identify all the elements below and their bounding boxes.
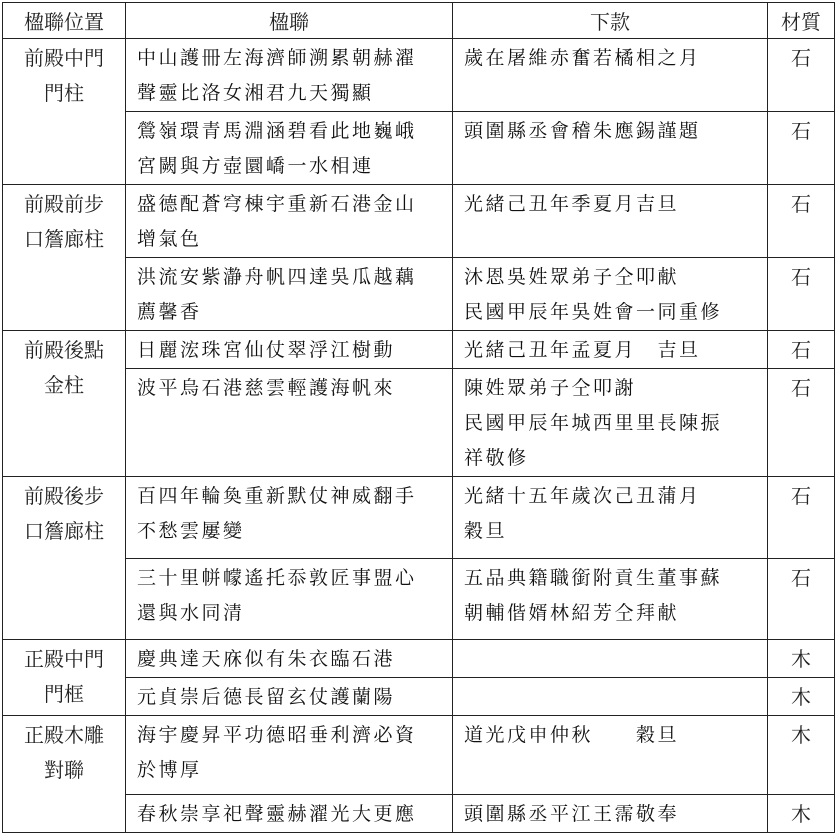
table-row [3,678,835,716]
table-row [3,369,835,477]
table-row [3,331,835,369]
material-cell: 木 [768,795,835,833]
text-line: 宮闕與方壺圜嶠一水相連 [137,155,374,177]
text-line: 波平烏石港慈雲輕護海帆來 [137,377,396,399]
inscription-cell [453,39,768,112]
inscription-cell [453,678,768,716]
couplet-cell [126,559,453,640]
inscription-cell [453,258,768,331]
table-row [3,185,835,258]
text-line: 道光戊申仲秋 穀旦 [464,724,680,746]
text-line: 前殿前步 [24,192,104,216]
text-line: 鶯嶺環青馬淵涵碧看此地巍峨 [137,120,417,142]
text-line: 門框 [44,682,84,706]
text-line: 不愁雲屢變 [137,520,245,542]
location-cell [3,185,126,331]
couplet-cell [126,258,453,331]
table-row [3,258,835,331]
inscription-cell [453,477,768,559]
text-line: 中山護冊左海濟師溯累朝赫濯 [137,47,417,69]
text-line: 口簷廊柱 [24,519,104,543]
table-row [3,112,835,185]
table-body [3,39,835,833]
text-line: 民國甲辰年吳姓會一同重修 [464,301,723,323]
text-line: 金柱 [44,373,84,397]
location-cell [3,640,126,716]
text-line: 頭圍縣丞平江王霈敬奉 [464,803,680,825]
table-row [3,559,835,640]
text-line: 增氣色 [137,228,202,250]
text-line: 前殿後步 [24,484,104,508]
text-line: 朝輔偕婿林紹芳仝拜献 [464,602,680,624]
header-material: 材質 [768,3,835,39]
text-line: 正殿木雕 [24,723,104,747]
material-cell: 石 [768,185,835,258]
material-cell: 石 [768,477,835,559]
material-cell: 石 [768,331,835,369]
text-line: 穀旦 [464,520,508,542]
inscription-cell [453,716,768,795]
inscription-cell [453,795,768,833]
text-line: 百四年輪奐重新默仗神威翻手 [137,485,417,507]
material-cell: 石 [768,559,835,640]
couplet-cell [126,331,453,369]
text-line: 頭圍縣丞會稽朱應錫謹題 [464,120,701,142]
text-line: 祥敬修 [464,447,529,469]
header-inscription: 下款 [453,3,768,39]
text-line: 元貞崇后德長留玄仗護蘭陽 [137,686,396,708]
inscription-cell [453,185,768,258]
text-line: 對聯 [44,758,84,782]
text-line: 光緒十五年歲次己丑蒲月 [464,485,701,507]
couplet-cell [126,185,453,258]
inscription-cell [453,112,768,185]
table-row [3,640,835,678]
table-row [3,39,835,112]
inscription-cell [453,331,768,369]
text-line: 陳姓眾弟子仝叩謝 [464,377,637,399]
text-line: 三十里帡幪遙托忝敦匠事盟心 [137,567,417,589]
couplet-cell [126,795,453,833]
text-line: 慶典達天庥似有朱衣臨石港 [137,648,396,670]
couplet-cell [126,716,453,795]
text-line: 民國甲辰年城西里里長陳振 [464,412,723,434]
table-row [3,477,835,559]
couplet-cell [126,678,453,716]
table-row [3,716,835,795]
material-cell: 木 [768,678,835,716]
couplet-table [2,2,835,833]
text-line: 還與水同清 [137,602,245,624]
material-cell: 木 [768,640,835,678]
material-cell: 木 [768,716,835,795]
text-line: 洪流安紫瀞舟帆四達吳瓜越藕 [137,266,417,288]
header-location: 楹聯位置 [3,3,126,39]
text-line: 光緒己丑年季夏月吉旦 [464,193,680,215]
couplet-cell [126,112,453,185]
location-cell [3,331,126,477]
text-line: 聲靈比洛女湘君九天獨顯 [137,82,374,104]
text-line: 春秋崇享祀聲靈赫濯光大更應 [137,803,417,825]
text-line: 盛德配蒼穹棟宇重新石港金山 [137,193,417,215]
couplet-cell [126,640,453,678]
table-row [3,795,835,833]
text-line: 於博厚 [137,759,202,781]
header-couplet: 楹聯 [126,3,453,39]
couplet-cell [126,477,453,559]
material-cell: 石 [768,258,835,331]
inscription-cell [453,640,768,678]
couplet-cell [126,369,453,477]
text-line: 歲在屠維赤奮若橘相之月 [464,47,701,69]
text-line: 光緒己丑年孟夏月 吉旦 [464,339,701,361]
text-line: 前殿後點 [24,338,104,362]
text-line: 門柱 [44,81,84,105]
location-cell [3,39,126,185]
text-line: 沐恩吳姓眾弟子仝叩献 [464,266,680,288]
material-cell: 石 [768,39,835,112]
table-header-row [3,3,835,39]
material-cell: 石 [768,112,835,185]
couplet-cell [126,39,453,112]
inscription-cell [453,559,768,640]
text-line: 五品典籍職銜附貢生董事蘇 [464,567,723,589]
text-line: 日麗浤珠宮仙仗翠浮江樹動 [137,339,396,361]
location-cell [3,477,126,640]
text-line: 薦馨香 [137,301,202,323]
text-line: 口簷廊柱 [24,227,104,251]
text-line: 正殿中門 [24,647,104,671]
inscription-cell [453,369,768,477]
text-line: 海宇慶昇平功德昭垂利濟必資 [137,724,417,746]
text-line: 前殿中門 [24,46,104,70]
material-cell: 石 [768,369,835,477]
